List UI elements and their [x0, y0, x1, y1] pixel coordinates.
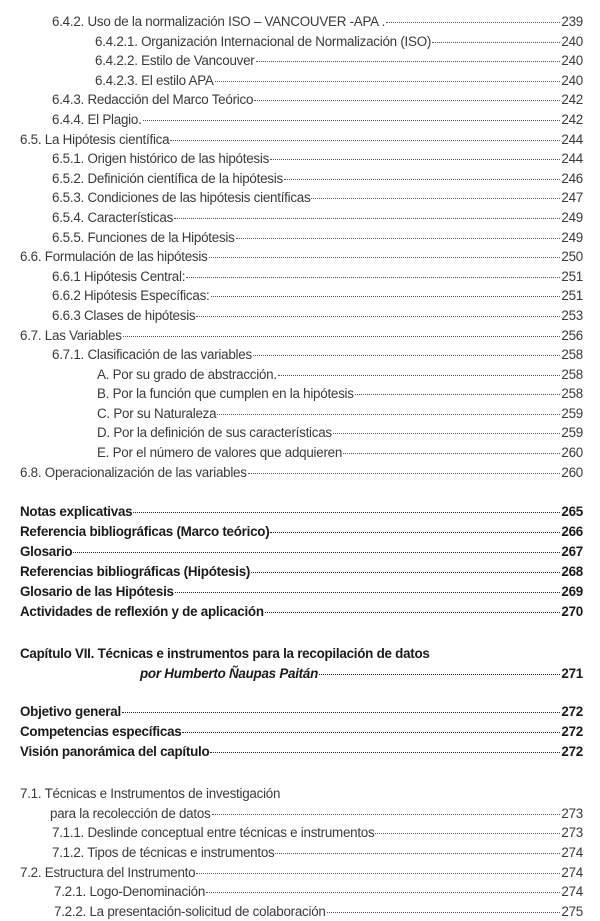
page-number: 253 — [561, 307, 583, 323]
dot-leader — [73, 552, 560, 553]
entry-label: 7.1.2. Tipos de técnicas e instrumentos — [52, 845, 275, 861]
toc-entry[interactable] — [0, 32, 600, 52]
dot-leader — [186, 277, 560, 278]
toc-entry[interactable] — [0, 582, 600, 602]
toc-entry[interactable] — [0, 423, 600, 443]
page-number: 273 — [561, 805, 583, 821]
entry-label: 7.1. Técnicas e Instrumentos de investigación — [20, 786, 281, 802]
entry-label: 6.6.3 Clases de hipótesis — [52, 307, 196, 323]
entry-label: 7.2.2. La presentación-solicitud de colaboración — [54, 903, 326, 919]
toc-entry[interactable] — [0, 326, 600, 346]
author-label: por Humberto Ñaupas Paitán — [140, 666, 319, 682]
toc-entry[interactable] — [0, 562, 600, 582]
toc-entry[interactable] — [0, 843, 600, 863]
page-number: 268 — [561, 564, 583, 580]
page-number: 275 — [561, 903, 583, 919]
toc-entry[interactable] — [0, 267, 600, 287]
entry-label: 6.4.2.3. El estilo APA — [95, 72, 214, 88]
toc-entry[interactable] — [0, 365, 600, 385]
dot-leader — [209, 257, 561, 258]
toc-entry[interactable] — [0, 863, 600, 883]
dot-leader — [122, 712, 560, 713]
dot-leader — [343, 453, 560, 454]
dot-leader — [133, 512, 560, 513]
page-number: 267 — [561, 544, 583, 560]
toc-entry[interactable] — [0, 384, 600, 404]
toc-entry[interactable] — [0, 823, 600, 843]
entry-label: 6.4.2. Uso de la normalización ISO – VANCOUVER -APA . — [52, 14, 386, 29]
toc-entry[interactable] — [0, 208, 600, 228]
page-number: 251 — [561, 288, 583, 304]
dot-leader — [175, 592, 561, 593]
dot-leader — [327, 912, 561, 913]
page-number: 258 — [561, 366, 583, 382]
entry-label: 6.8. Operacionalización de las variables — [20, 464, 247, 480]
entry-label: 6.5.3. Condiciones de las hipótesis científicas — [52, 190, 311, 206]
page-number: 256 — [561, 327, 583, 343]
entry-label: 6.5.1. Origen histórico de las hipótesis — [52, 151, 270, 167]
dot-leader — [256, 61, 561, 62]
entry-label: 6.4.4. El Plagio. — [52, 111, 142, 127]
toc-entry[interactable] — [0, 443, 600, 463]
dot-leader — [432, 42, 560, 43]
dot-leader — [375, 833, 560, 834]
entry-label: 6.6.2 Hipótesis Específicas: — [52, 288, 210, 304]
entry-label: 6.7.1. Clasificación de las variables — [52, 347, 252, 363]
entry-label: 6.6.1 Hipótesis Central: — [52, 268, 186, 284]
page-number: 247 — [561, 190, 583, 206]
chapter-title[interactable] — [0, 644, 600, 664]
entry-label: Visión panorámica del capítulo — [20, 744, 210, 760]
page-number: 251 — [561, 268, 583, 284]
dot-leader — [319, 674, 560, 675]
toc-entry[interactable] — [0, 602, 600, 622]
page-number: 240 — [561, 53, 583, 69]
toc-entry[interactable] — [0, 130, 600, 150]
entry-label: D. Por la definición de sus características — [97, 425, 332, 441]
toc-entry[interactable] — [0, 306, 600, 326]
toc-entry[interactable] — [0, 742, 600, 762]
page-number: 242 — [561, 92, 583, 108]
toc-entry[interactable] — [0, 247, 600, 267]
page-number: 266 — [561, 524, 583, 540]
entry-label: 6.5.5. Funciones de la Hipótesis — [52, 229, 235, 245]
dot-leader — [170, 140, 560, 141]
entry-label: B. Por la función que cumplen en la hipótesis — [97, 386, 354, 402]
entry-label: C. Por su Naturaleza — [97, 405, 217, 421]
page-number: 260 — [561, 445, 583, 461]
page-number: 258 — [561, 386, 583, 402]
page-number: 270 — [561, 604, 583, 620]
entry-label: 7.2.1. Logo-Denominación — [54, 884, 206, 900]
toc-entry[interactable] — [0, 882, 600, 902]
toc-entry[interactable] — [0, 522, 600, 542]
page-number: 258 — [561, 347, 583, 363]
toc-entry[interactable] — [0, 228, 600, 248]
dot-leader — [217, 414, 560, 415]
toc-entry[interactable] — [0, 188, 600, 208]
dot-leader — [248, 473, 561, 474]
toc-entry-notas[interactable] — [0, 502, 600, 522]
toc-entry[interactable] — [0, 542, 600, 562]
entry-label: Glosario de las Hipótesis — [20, 584, 174, 600]
page-number: 259 — [561, 425, 583, 441]
entry-label: Referencia bibliográficas (Marco teórico) — [20, 524, 270, 540]
dot-leader — [174, 218, 560, 219]
chapter-author[interactable] — [0, 664, 600, 684]
toc-entry[interactable] — [0, 404, 600, 424]
entry-label: Actividades de reflexión y de aplicación — [20, 604, 264, 620]
toc-entry[interactable] — [0, 345, 600, 365]
entry-label: 6.6. Formulación de las hipótesis — [20, 249, 208, 265]
page-number: 240 — [561, 33, 583, 49]
page-number: 244 — [561, 131, 583, 147]
toc-entry[interactable] — [0, 51, 600, 71]
page-number: 274 — [561, 884, 583, 900]
entry-label: 6.5.4. Características — [52, 209, 174, 225]
page-number: 272 — [561, 704, 583, 720]
chapter-title-text: Capítulo VII. Técnicas e instrumentos para la recopilación de datos — [20, 646, 430, 662]
entry-label: Competencias específicas — [20, 724, 182, 740]
toc-entry[interactable] — [0, 149, 600, 169]
page-number: 242 — [561, 111, 583, 127]
dot-leader — [212, 814, 561, 815]
toc-entry[interactable] — [0, 784, 600, 804]
entry-label: 6.4.2.2. Estilo de Vancouver — [95, 53, 255, 69]
dot-leader — [386, 22, 560, 23]
dot-leader — [211, 296, 561, 297]
dot-leader — [254, 100, 560, 101]
dot-leader — [275, 853, 560, 854]
page-number: 249 — [561, 229, 583, 245]
dot-leader — [270, 159, 560, 160]
entry-label: 6.4.3. Redacción del Marco Teórico — [52, 92, 254, 108]
toc-entry[interactable] — [0, 12, 600, 32]
page-number: 269 — [561, 584, 583, 600]
page-number: 260 — [561, 464, 583, 480]
dot-leader — [265, 612, 561, 613]
page-number: 246 — [561, 170, 583, 186]
entry-label: Glosario — [20, 544, 73, 560]
entry-label: 7.2. Estructura del Instrumento — [20, 864, 196, 880]
dot-leader — [284, 179, 560, 180]
entry-label: 6.5.2. Definición científica de la hipótesis — [52, 170, 283, 186]
entry-label: 7.1.1. Deslinde conceptual entre técnicas e instrumentos — [52, 825, 375, 841]
dot-leader — [215, 81, 561, 82]
entry-label: 6.4.2.1. Organización Internacional de Normalización (ISO) — [95, 33, 432, 49]
table-of-contents — [0, 12, 600, 921]
toc-entry[interactable] — [0, 71, 600, 91]
dot-leader — [143, 120, 561, 121]
entry-label: 6.7. Las Variables — [20, 327, 122, 343]
page-number: 274 — [561, 864, 583, 880]
toc-entry[interactable] — [0, 702, 600, 722]
page-number: 272 — [561, 724, 583, 740]
dot-leader — [182, 732, 560, 733]
page-number: 250 — [561, 249, 583, 265]
entry-label: A. Por su grado de abstracción. — [97, 366, 277, 382]
dot-leader — [123, 336, 561, 337]
dot-leader — [333, 433, 561, 434]
page-number: 265 — [561, 504, 583, 520]
toc-entry[interactable] — [0, 110, 600, 130]
page-number: 259 — [561, 405, 583, 421]
entry-label: E. Por el número de valores que adquieren — [97, 445, 343, 461]
toc-entry[interactable] — [0, 804, 600, 824]
dot-leader — [270, 532, 560, 533]
page-number: 239 — [561, 14, 583, 29]
entry-label: para la recolección de datos — [50, 805, 211, 821]
page-number: 272 — [561, 744, 583, 760]
dot-leader — [196, 316, 560, 317]
page-number: 273 — [561, 825, 583, 841]
dot-leader — [355, 394, 561, 395]
toc-entry[interactable] — [0, 286, 600, 306]
page-number: 240 — [561, 72, 583, 88]
dot-leader — [311, 198, 560, 199]
page-number: 271 — [561, 666, 583, 682]
entry-label: 6.5. La Hipótesis científica — [20, 131, 170, 147]
dot-leader — [253, 355, 561, 356]
page-number: 274 — [561, 845, 583, 861]
entry-label: Objetivo general — [20, 704, 121, 720]
toc-entry[interactable] — [0, 722, 600, 742]
toc-entry[interactable] — [0, 463, 600, 483]
dot-leader — [251, 572, 560, 573]
dot-leader — [196, 873, 560, 874]
page-number: 244 — [561, 151, 583, 167]
toc-entry[interactable] — [0, 169, 600, 189]
dot-leader — [236, 238, 561, 239]
toc-entry[interactable] — [0, 902, 600, 921]
entry-label: Referencias bibliográficas (Hipótesis) — [20, 564, 251, 580]
dot-leader — [206, 892, 560, 893]
dot-leader — [278, 375, 561, 376]
page-number: 249 — [561, 209, 583, 225]
dot-leader — [210, 752, 560, 753]
entry-label: Notas explicativas — [20, 504, 133, 520]
toc-entry[interactable] — [0, 90, 600, 110]
